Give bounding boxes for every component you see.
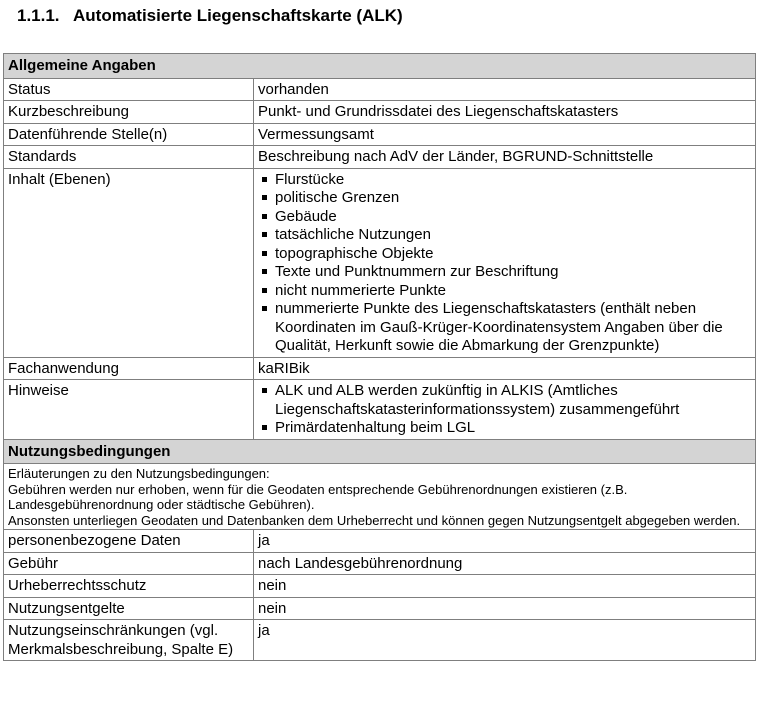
label-hinweise: Hinweise (4, 380, 254, 440)
label-gebuehr: Gebühr (4, 552, 254, 575)
inhalt-item: nicht nummerierte Punkte (261, 282, 751, 301)
inhalt-item: politische Grenzen (261, 189, 751, 208)
notes-line: Gebühren werden nur erhoben, wenn für die Geodaten entsprechende Gebührenordnungen existieren (z.B. Landesgebührenordnung oder städtische Gebühren). (8, 481, 628, 512)
value-status: vorhanden (254, 78, 756, 101)
row-personen (4, 530, 756, 553)
hinweise-list (258, 382, 751, 438)
inhalt-item: nummerierte Punkte des Liegenschaftskatasters (enthält neben Koordinaten im Gauß-Krüger-Koordinatensystem Angaben über die Qualität, Herkunft sowie die Abmarkung der Grenzpunkte) (261, 300, 751, 356)
value-gebuehr: nach Landesgebührenordnung (254, 552, 756, 575)
row-inhalt (4, 168, 756, 357)
label-einschraenkungen: Nutzungseinschränkungen (vgl. Merkmalsbeschreibung, Spalte E) (4, 620, 254, 661)
inhalt-item: Texte und Punktnummern zur Beschriftung (261, 263, 751, 282)
label-urheber: Urheberrechtsschutz (4, 575, 254, 598)
inhalt-list (258, 171, 751, 356)
inhalt-item: Flurstücke (261, 171, 751, 190)
section-title-general: Allgemeine Angaben (4, 54, 756, 79)
row-gebuehr (4, 552, 756, 575)
label-stelle: Datenführende Stelle(n) (4, 123, 254, 146)
label-standards: Standards (4, 146, 254, 169)
row-status (4, 78, 756, 101)
row-kurzbeschreibung (4, 101, 756, 124)
row-entgelte (4, 597, 756, 620)
row-standards (4, 146, 756, 169)
inhalt-item: tatsächliche Nutzungen (261, 226, 751, 245)
notes-line: Ansonsten unterliegen Geodaten und Datenbanken dem Urheberrecht und können gegen Nutzungsentgelt abgegeben werden. (8, 512, 741, 528)
value-standards: Beschreibung nach AdV der Länder, BGRUND-Schnittstelle (254, 146, 756, 169)
heading-number: 1.1.1. (17, 6, 60, 25)
value-entgelte: nein (254, 597, 756, 620)
row-einschraenkungen (4, 620, 756, 661)
row-notes (4, 464, 756, 530)
value-stelle: Vermessungsamt (254, 123, 756, 146)
label-status: Status (4, 78, 254, 101)
label-entgelte: Nutzungsentgelte (4, 597, 254, 620)
metadata-table (3, 53, 756, 661)
label-fachanwendung: Fachanwendung (4, 357, 254, 380)
label-inhalt: Inhalt (Ebenen) (4, 168, 254, 357)
usage-notes (4, 464, 756, 530)
value-hinweise (254, 380, 756, 440)
section-title-usage: Nutzungsbedingungen (4, 439, 756, 464)
section-header-general (4, 54, 756, 79)
value-inhalt (254, 168, 756, 357)
heading-title: Automatisierte Liegenschaftskarte (ALK) (73, 6, 403, 25)
hinweise-item: Primärdatenhaltung beim LGL (261, 419, 751, 438)
row-urheber (4, 575, 756, 598)
hinweise-item: ALK und ALB werden zukünftig in ALKIS (Amtliches Liegenschaftskatasterinformationssystem) zusammengeführt (261, 382, 751, 419)
notes-line: Erläuterungen zu den Nutzungsbedingungen: (8, 466, 270, 481)
inhalt-item: Gebäude (261, 208, 751, 227)
inhalt-item: topographische Objekte (261, 245, 751, 264)
label-personen: personenbezogene Daten (4, 530, 254, 553)
value-personen: ja (254, 530, 756, 553)
row-hinweise (4, 380, 756, 440)
value-einschraenkungen: ja (254, 620, 756, 661)
row-fachanwendung (4, 357, 756, 380)
document-heading (17, 6, 403, 26)
row-stelle (4, 123, 756, 146)
value-kurzbeschreibung: Punkt- und Grundrissdatei des Liegenschaftskatasters (254, 101, 756, 124)
value-fachanwendung: kaRIBik (254, 357, 756, 380)
value-urheber: nein (254, 575, 756, 598)
section-header-usage (4, 439, 756, 464)
label-kurzbeschreibung: Kurzbeschreibung (4, 101, 254, 124)
